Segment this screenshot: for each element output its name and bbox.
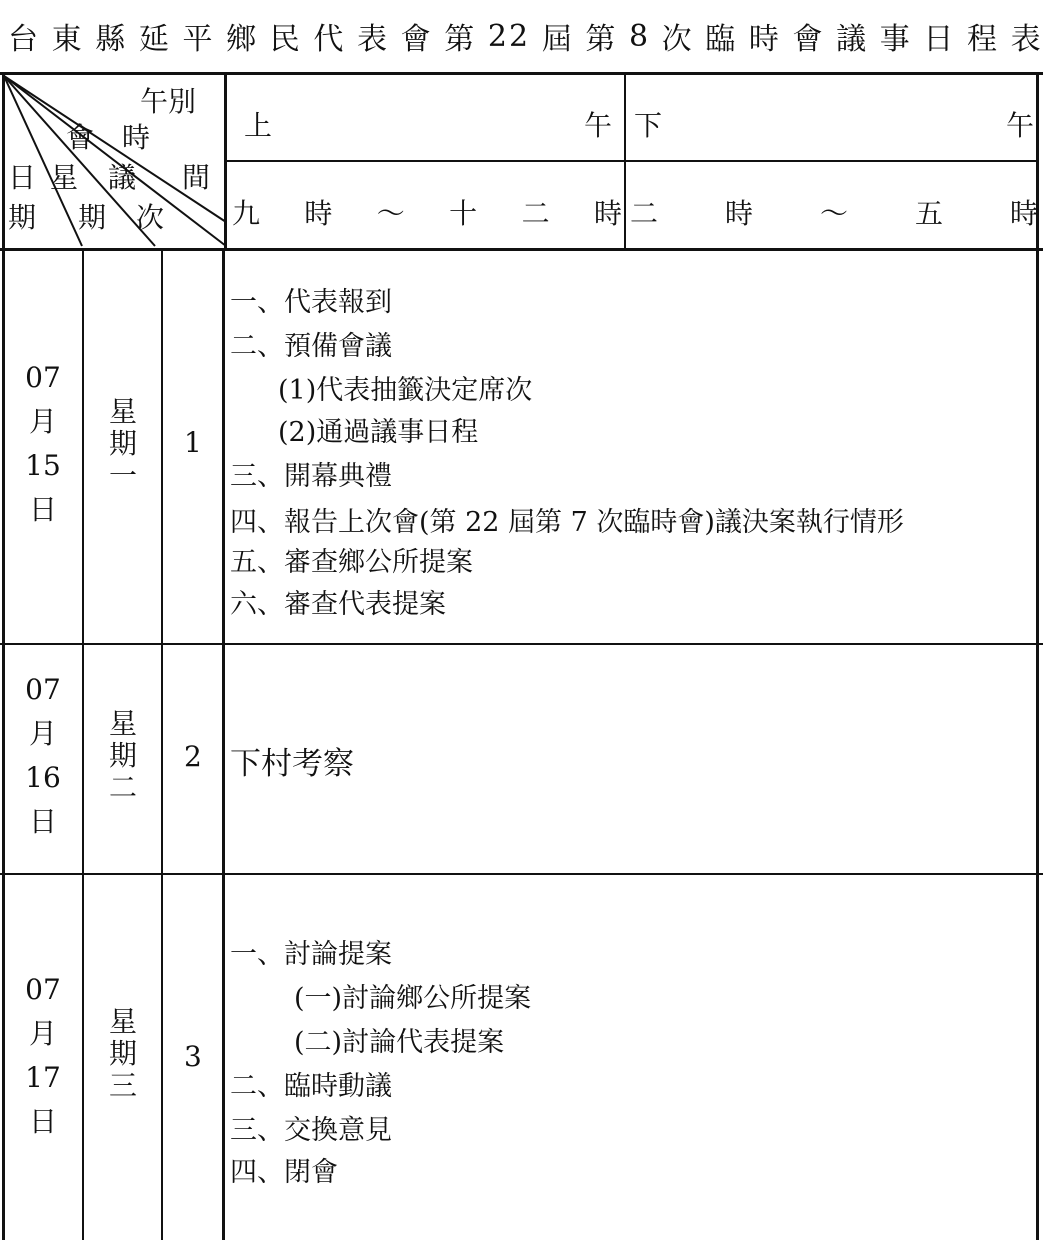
title-char: 屆 [541,22,574,57]
date-part: 月 [28,1017,57,1050]
agenda-item: 三、交換意見 [230,1115,392,1146]
title-char: 第 [444,22,477,57]
weekday-char: 期 [108,739,137,772]
document-title [8,0,1043,72]
title-char: 鄉 [226,22,259,57]
weekday-char: 三 [108,1069,137,1102]
title-char: 會 [792,22,825,57]
title-char: 民 [269,22,302,57]
corner-label-interval: 間 [182,161,211,194]
title-char: 延 [138,22,171,57]
time-char: ～ [376,197,405,230]
session-number: 2 [184,740,202,773]
corner-label-date: 期 [8,201,37,234]
title-char: 事 [879,22,912,57]
time-char: 二 [630,197,659,230]
title-char: 表 [357,22,389,57]
row-divider [0,873,1043,875]
title-char: 時 [748,22,781,57]
date-part: 日 [28,1105,57,1138]
title-char: 縣 [95,22,128,57]
title-char: 台 [8,22,40,57]
afternoon-label: 午 [1006,109,1035,142]
agenda-item: 六、審查代表提案 [230,589,446,620]
date-cell [18,356,68,532]
date-part: 17 [25,1061,61,1094]
date-part: 07 [25,361,61,394]
weekday-char: 星 [108,395,137,428]
weekday-cell [98,708,148,804]
corner-label-date: 日 [8,161,37,194]
agenda-item: 四、報告上次會(第 22 屆第 7 次臨時會)議決案執行情形 [230,507,904,538]
title-char: 臨 [705,22,738,57]
agenda-item: 五、審查鄉公所提案 [230,547,473,578]
title-char: 日 [923,22,956,57]
title-char: 第 [585,22,618,57]
corner-label-session: 議 [108,161,137,194]
weekday-cell [98,396,148,492]
column-divider [82,250,84,1240]
time-char: ～ [819,197,848,230]
weekday-char: 期 [108,427,137,460]
title-char: 議 [836,22,869,57]
title-char: 代 [313,22,346,57]
weekday-cell [98,1006,148,1102]
date-part: 07 [25,673,61,706]
date-part: 日 [28,493,57,526]
corner-label-meeting: 會 [66,121,95,154]
weekday-char: 一 [108,459,137,492]
morning-label: 午 [584,109,613,142]
date-part: 15 [25,449,61,482]
session-number: 1 [184,426,202,459]
title-char: 表 [1010,22,1043,57]
header-divider [624,74,626,250]
time-char: 時 [593,197,622,230]
date-part: 日 [28,805,57,838]
date-part: 月 [28,405,57,438]
title-char: 程 [967,22,1000,57]
time-char: 二 [521,197,550,230]
weekday-char: 期 [108,1037,137,1070]
corner-label-weekday: 期 [78,201,107,234]
corner-label-shift: 午別 [140,85,197,118]
date-cell [18,668,68,844]
column-divider [222,250,225,1240]
weekday-char: 星 [108,707,137,740]
agenda-item: 四、閉會 [230,1157,338,1188]
title-char: 次 [661,22,694,57]
agenda-subitem: (一)討論鄉公所提案 [294,983,532,1014]
morning-time-range [232,192,622,232]
time-char: 五 [914,197,943,230]
corner-label-session: 次 [136,201,165,234]
agenda-subitem: (1)代表抽籤決定席次 [278,375,533,406]
column-divider [161,250,163,1240]
morning-label: 上 [244,109,273,142]
time-char: 時 [1009,197,1038,230]
weekday-char: 星 [108,1005,137,1038]
header-divider [226,160,1038,162]
title-char: 東 [51,22,84,57]
date-part: 07 [25,973,61,1006]
date-part: 月 [28,717,57,750]
time-char: 十 [449,197,478,230]
agenda-subitem: (二)討論代表提案 [294,1027,505,1058]
afternoon-time-range [630,192,1038,232]
afternoon-label: 下 [634,109,663,142]
session-number: 3 [184,1040,202,1073]
title-char: 會 [400,22,433,57]
title-char: 8 [628,18,651,54]
title-char: 22 [487,18,531,54]
time-char: 時 [724,197,753,230]
agenda-item: 一、代表報到 [230,287,392,318]
date-cell [18,968,68,1144]
agenda-item: 下村考察 [230,746,354,782]
agenda-item: 二、臨時動議 [230,1071,392,1102]
agenda-item: 一、討論提案 [230,939,392,970]
title-char: 平 [182,22,215,57]
weekday-char: 二 [108,771,137,804]
agenda-item: 三、開幕典禮 [230,461,392,492]
row-divider [0,643,1043,645]
date-part: 16 [25,761,61,794]
agenda-subitem: (2)通過議事日程 [278,417,479,448]
time-char: 九 [232,197,261,230]
agenda-item: 二、預備會議 [230,331,392,362]
corner-label-time: 時 [122,121,151,154]
corner-label-weekday: 星 [50,161,79,194]
time-char: 時 [304,197,333,230]
